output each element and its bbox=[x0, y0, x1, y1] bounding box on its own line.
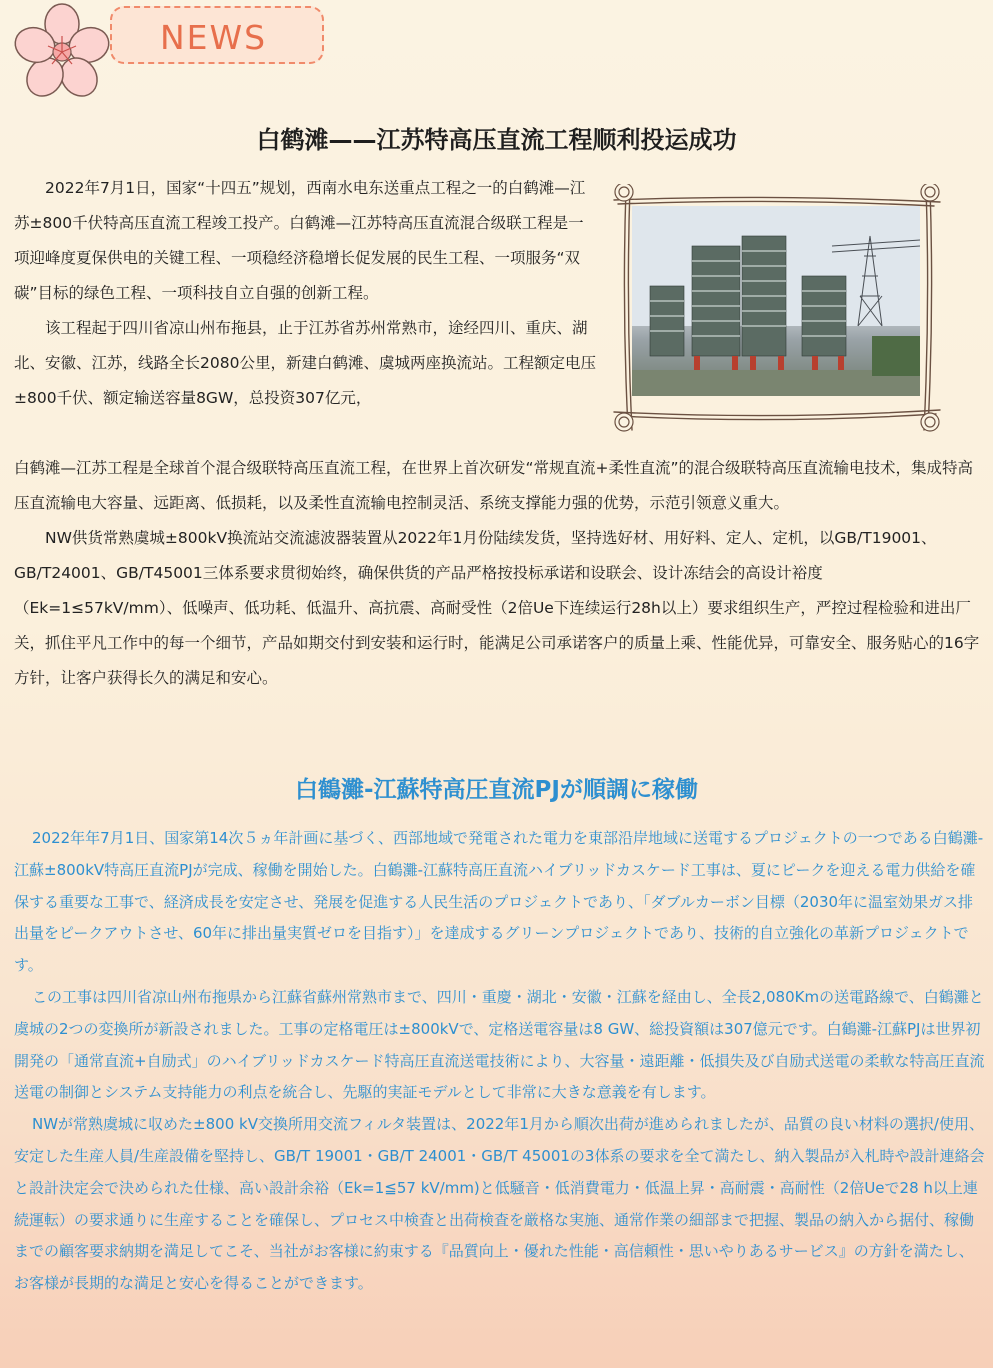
article-jp-body bbox=[14, 823, 986, 1300]
article-cn-paragraph-1: 2022年7月1日，国家“十四五”规划，西南水电东送重点工程之一的白鹤滩—江苏±800千伏特高压直流工程竣工投产。白鹤滩—江苏特高压直流混合级联工程是一项迎峰度夏保供电的关键工程、一项稳经济稳增长促发展的民生工程、一项服务“双碳”目标的绿色工程、一项科技自立自强的创新工程。 bbox=[14, 179, 586, 302]
sketch-frame bbox=[612, 184, 942, 432]
news-tag bbox=[110, 6, 324, 64]
flower-icon bbox=[12, 2, 112, 102]
article-cn-paragraph-2: 该工程起于四川省凉山州布拖县，止于江苏省苏州常熟市，途经四川、重庆、湖北、安徽、江苏，线路全长2080公里，新建白鹤滩、虞城两座换流站。工程额定电压±800千伏、额定输送容量8GW，总投资307亿元， bbox=[14, 319, 596, 407]
article-cn-title: 白鹤滩——江苏特高压直流工程顺利投运成功 bbox=[256, 126, 737, 154]
article-cn-body-wide bbox=[14, 451, 984, 696]
news-label: NEWS bbox=[160, 18, 268, 57]
article-cn-body-narrow bbox=[14, 171, 598, 416]
article-cn-paragraph-2-continued: 白鹤滩—江苏工程是全球首个混合级联特高压直流工程，在世界上首次研发“常规直流+柔性直流”的混合级联特高压直流输电技术，集成特高压直流输电大容量、远距离、低损耗，以及柔性直流输电控制灵活、系统支撑能力强的优势，示范引领意义重大。 bbox=[14, 459, 974, 512]
article-jp-paragraph-1: 2022年年7月1日、国家第14次５ヵ年計画に基づく、西部地域で発電された電力を東部沿岸地域に送電するプロジェクトの一つである白鶴灘-江蘇±800kV特高圧直流PJが完成、稼働を開始した。白鶴灘-江蘇特高圧直流ハイブリッドカスケード工事は、夏にピークを迎える電力供給を確保する重要な工事で、経済成長を安定させ、発展を促進する人民生活のプロジェクトであり、「ダブルカーボン目標（2030年に温室効果ガス排出量をピークアウトさせ、60年に排出量実質ゼロを目指す）」を達成するグリーンプロジェクトであり、技術的自立強化の革新プロジェクトです。 bbox=[14, 829, 984, 975]
article-cn-paragraph-3: NW供货常熟虞城±800kV换流站交流滤波器装置从2022年1月份陆续发货，坚持选好材、用好料、定人、定机，以GB/T19001、GB/T24001、GB/T45001三体系要求贯彻始终，确保供货的产品严格按投标承诺和设联会、设计冻结会的高设计裕度（Ek=1≤57kV/mm）、低噪声、低功耗、低温升、高抗震、高耐受性（2倍Ue下连续运行28h以上）要求组织生产，严控过程检验和进出厂关，抓住平凡工作中的每一个细节，产品如期交付到安装和运行时，能满足公司承诺客户的质量上乘、性能优异，可靠安全、服务贴心的16字方针，让客户获得长久的满足和安心。 bbox=[14, 529, 980, 687]
frame-rosette-icon bbox=[615, 184, 939, 431]
article-jp-paragraph-3: NWが常熟虞城に収めた±800 kV交換所用交流フィルタ装置は、2022年1月から順次出荷が進められましたが、品質の良い材料の選択/使用、安定した生産人員/生産設備を堅持し、GB/T 19001・GB/T 24001・GB/T 45001の3体系の要求を全て満たし、納入製品が入札時や設計連絡会と設計決定会で決められた仕様、高い設計余裕（Ek=1≦57 kV/mm)と低騒音・低消費電力・低温上昇・高耐震・高耐性（2倍Ueで28 h以上連続運転）の要求通りに生産することを確保し、プロセス中検査と出荷検査を厳格な実施、通常作業の細部まで把握、製品の納入から据付、稼働までの顧客要求納期を満足してこそ、当社がお客様に約束する『品質向上・優れた性能・高信頼性・思いやりあるサービス』の方針を満たし、お客様が長期的な満足と安心を得ることができます。 bbox=[14, 1115, 985, 1293]
photo-frame bbox=[612, 184, 942, 432]
article-jp-title: 白鶴灘-江蘇特高圧直流PJが順調に稼働 bbox=[295, 777, 698, 803]
article-jp-paragraph-2: この工事は四川省凉山州布拖県から江蘇省蘇州常熟市まで、四川・重慶・湖北・安徽・江蘇を経由し、全長2,080Kmの送電路線で、白鶴灘と虞城の2つの変換所が新設されました。工事の定格電圧は±800kVで、定格送電容量は8 GW、総投資額は307億元です。白鶴灘-江蘇PJは世界初開発の「通常直流+自励式」のハイブリッドカスケード特高圧直流送電技術により、大容量・遠距離・低損失及び自励式送電の柔軟な特高圧直流送電の制御とシステム支持能力の利点を統合し、先駆的実証モデルとして非常に大きな意義を有します。 bbox=[14, 987, 985, 1102]
